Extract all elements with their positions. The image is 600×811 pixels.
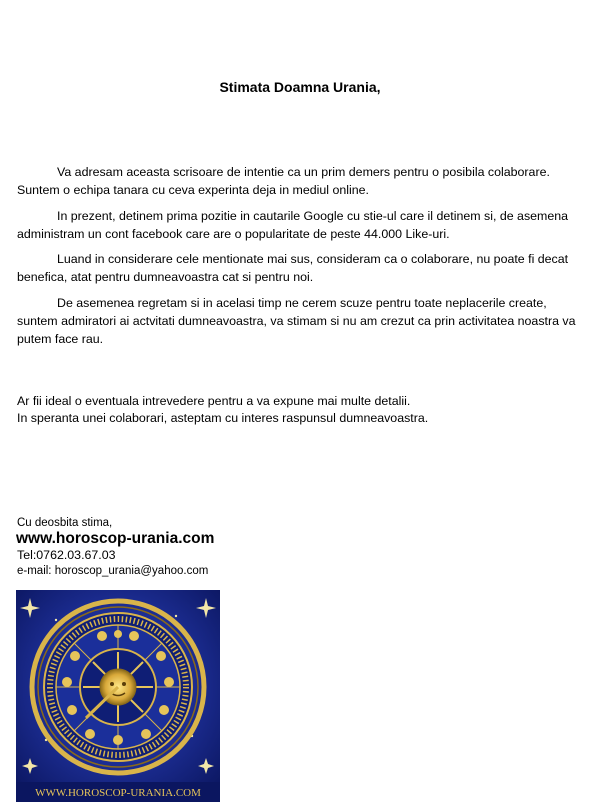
- zodiac-logo-image: [16, 590, 220, 802]
- signature-website: www.horoscop-urania.com: [16, 530, 215, 547]
- closing-meeting: Ar fii ideal o eventuala intrevedere pentru a va expune mai multe detalii.: [17, 394, 411, 408]
- paragraph-apology: De asemenea regretam si in acelasi timp ne cerem scuze pentru toate neplacerile create, suntem admiratori ai actvitati dumneavoastra, va stimam si nu am crezut ca prin activitatea noastra va putem face rau.: [17, 296, 576, 346]
- signature-phone: Tel:0762.03.67.03: [17, 548, 116, 562]
- paragraph-intro: Va adresam aceasta scrisoare de intentie ca un prim demers pentru o posibila colaborare. Suntem o echipa tanara cu ceva experinta deja in mediul online.: [17, 165, 550, 197]
- closing-hope: In speranta unei colaborari, asteptam cu interes raspunsul dumneavoastra.: [17, 411, 429, 425]
- logo-caption: WWW.HOROSCOP-URANIA.COM: [35, 787, 201, 799]
- signature-greeting: Cu deosbita stima,: [17, 517, 113, 529]
- paragraph-collaboration: Luand in considerare cele mentionate mai sus, consideram ca o colaborare, nu poate fi decat benefica, atat pentru dumneavoastra cat si pentru noi.: [17, 252, 569, 284]
- letter-salutation: Stimata Doamna Urania,: [219, 79, 381, 95]
- signature-email: e-mail: horoscop_urania@yahoo.com: [17, 565, 209, 577]
- paragraph-google: In prezent, detinem prima pozitie in cautarile Google cu stie-ul care il detinem si, de asemena administram un cont facebook care are o popularitate de peste 44.000 Like-uri.: [17, 209, 569, 241]
